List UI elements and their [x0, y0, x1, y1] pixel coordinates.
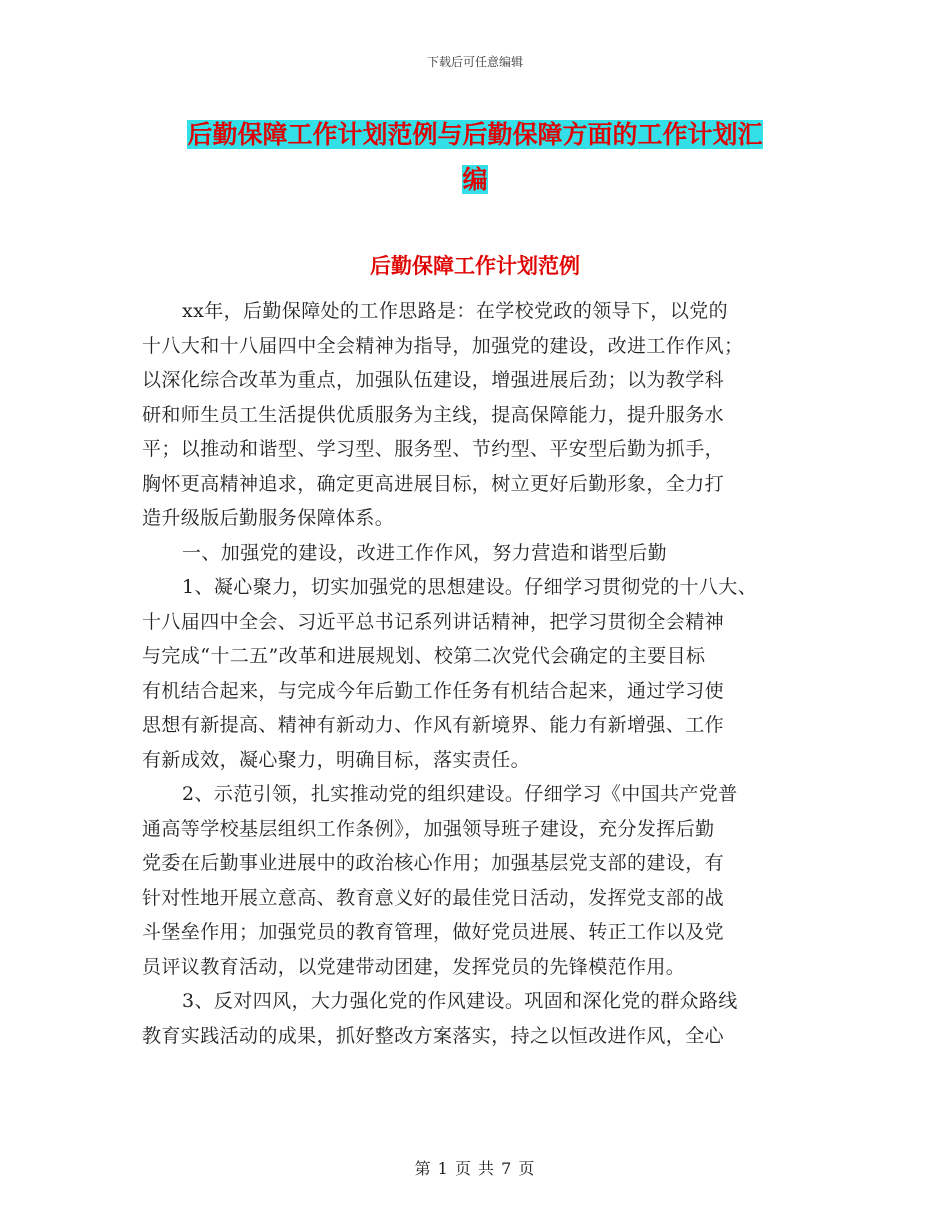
text-line: 教育实践活动的成果，抓好整改方案落实，持之以恒改进作风，全心 — [142, 1024, 725, 1047]
text-line: 十八届四中全会、习近平总书记系列讲话精神，把学习贯彻全会精神 — [142, 610, 725, 633]
text-line: 3、反对四风，大力强化党的作风建设。巩固和深化党的群众路线 — [182, 990, 738, 1012]
text-line: 十八大和十八届四中全会精神为指导，加强党的建设，改进工作作风； — [142, 334, 744, 357]
text-line: 以深化综合改革为重点，加强队伍建设，增强进展后劲；以为教学科 — [142, 369, 725, 391]
text-line: 研和师生员工生活提供优质服务为主线，提高保障能力，提升服务水 — [142, 403, 725, 426]
text-line: 胸怀更高精神追求，确定更高进展目标，树立更好后勤形象，全力打 — [142, 472, 725, 495]
text-line: 思想有新提高、精神有新动力、作风有新境界、能力有新增强、工作 — [142, 714, 725, 736]
text-line: 平；以推动和谐型、学习型、服务型、节约型、平安型后勤为抓手， — [142, 438, 725, 460]
text-line: xx年，后勤保障处的工作思路是：在学校党政的领导下，以党的 — [182, 300, 729, 322]
text-line: 2、示范引领，扎实推动党的组织建设。仔细学习《中国共产党普 — [182, 783, 738, 805]
paragraph — [142, 777, 822, 984]
text-line: 斗堡垒作用；加强党员的教育管理，做好党员进展、转正工作以及党 — [142, 921, 725, 943]
paragraph — [142, 536, 822, 571]
document-title-line-2: 编 — [462, 165, 488, 194]
text-line: 造升级版后勤服务保障体系。 — [142, 507, 395, 529]
header-note: 下载后可任意编辑 — [426, 55, 523, 69]
text-line: 有机结合起来，与完成今年后勤工作任务有机结合起来，通过学习使 — [142, 679, 725, 702]
page-number: 第 1 页 共 7 页 — [414, 1159, 536, 1178]
paragraph — [142, 294, 822, 536]
paragraph — [142, 984, 822, 1053]
text-line: 1、凝心聚力，切实加强党的思想建设。仔细学习贯彻党的十八大、 — [182, 576, 758, 598]
section-title: 后勤保障工作计划范例 — [370, 254, 580, 278]
document-title — [150, 112, 800, 202]
paragraph — [142, 570, 822, 777]
text-line: 一、加强党的建设，改进工作作风，努力营造和谐型后勤 — [182, 541, 668, 564]
text-line: 针对性地开展立意高、教育意义好的最佳党日活动，发挥党支部的战 — [142, 886, 725, 909]
text-line: 党委在后勤事业进展中的政治核心作用；加强基层党支部的建设，有 — [142, 852, 725, 874]
text-line: 与完成“十二五”改革和进展规划、校第二次党代会确定的主要目标 — [142, 645, 706, 667]
text-line: 员评议教育活动，以党建带动团建，发挥党员的先锋模范作用。 — [142, 955, 686, 978]
document-title-line-1: 后勤保障工作计划范例与后勤保障方面的工作计划汇 — [187, 120, 763, 149]
text-line: 通高等学校基层组织工作条例》，加强领导班子建设，充分发挥后勤 — [142, 817, 715, 840]
body-text — [142, 294, 822, 1053]
text-line: 有新成效，凝心聚力，明确目标，落实责任。 — [142, 748, 531, 771]
